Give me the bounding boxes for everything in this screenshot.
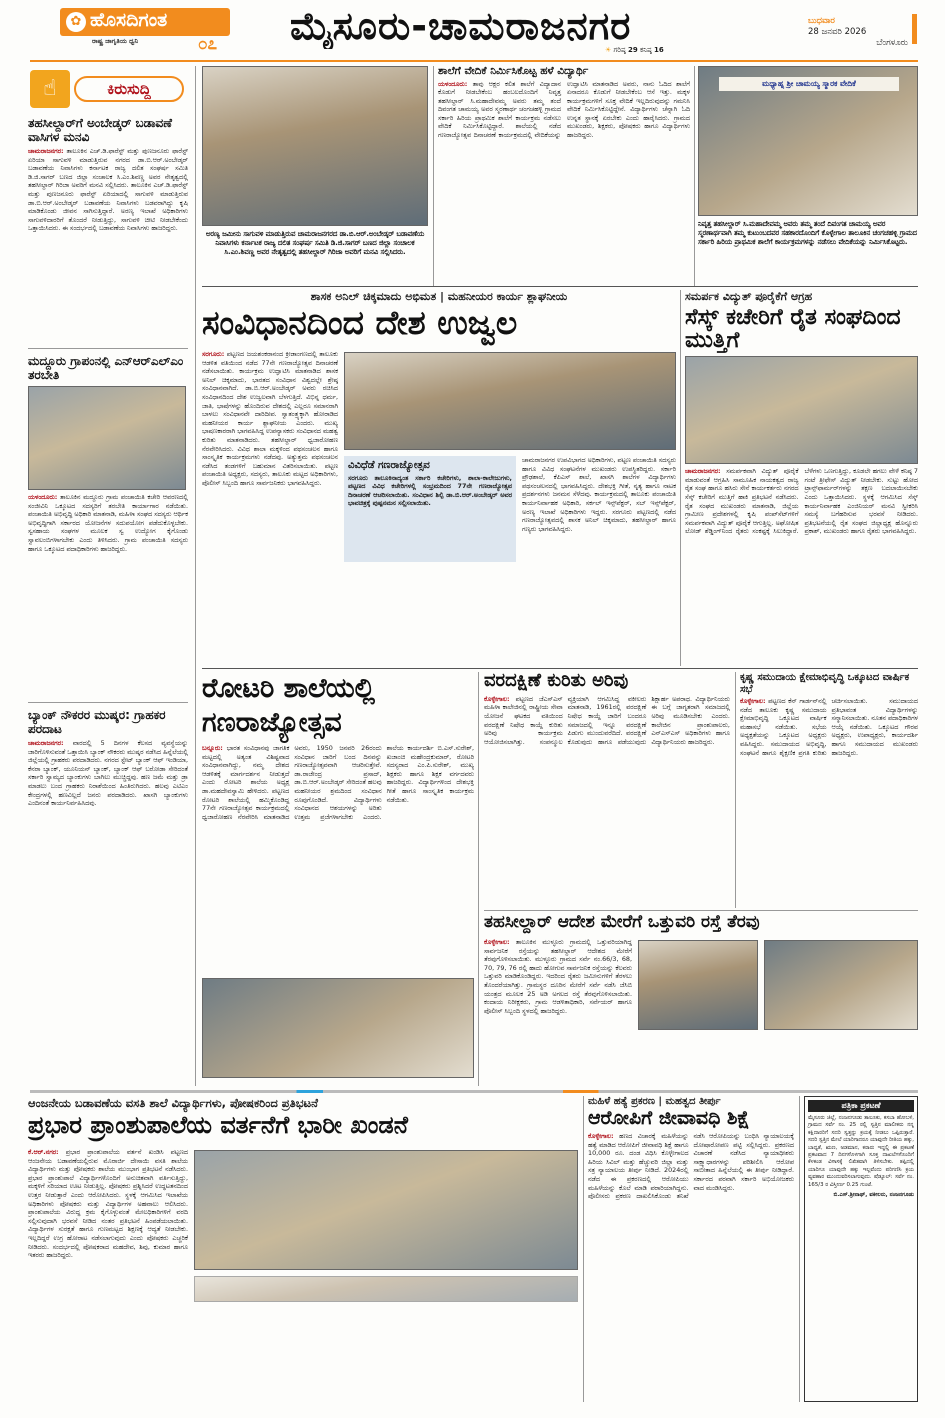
date-block [808, 16, 908, 56]
hostel-photo-2 [194, 1276, 578, 1302]
stage-sign: ಮಧ್ಯಾಹ್ನ ಶ್ರೀ ಚಾಮಯ್ಯ ಸ್ಮಾರಕ ವೇದಿಕೆ [719, 77, 899, 91]
hostel-story [28, 1096, 578, 1402]
column-rule [799, 1096, 800, 1402]
temp-max-label: ಗರಿಷ್ಠ [613, 46, 626, 54]
brief-place: ಚಾಮರಾಜನಗರ: [28, 147, 64, 155]
masthead [0, 0, 945, 62]
cesc-body: ಸಮರ್ಪಕವಾಗಿ ವಿದ್ಯುತ್ ಪೂರೈಕೆ ಮಾಡುವಂತೆ ಆಗ್ರಹಿಸಿ ಸಾಮೂಹಿಕ ನಾಯಕತ್ವದ ರಾಜ್ಯ ರೈತ ಸಂಘ ಹಾಗೂ ಹಸಿರು ಸೇನೆ ಕಾರ್ಯಕರ್ತರು ನಗರದ ಸೆಸ್ಕ್ ಕಚೇರಿಗೆ ಮುತ್ತಿಗೆ ಹಾಕಿ ಪ್ರತಿಭಟನೆ ನಡೆಸಿದರು. ರೈತ ಸಂಘದ ಮುಖಂಡರು ಮಾತನಾಡಿ, ಜಿಲ್ಲೆಯ ಗ್ರಾಮೀಣ ಪ್ರದೇಶಗಳಲ್ಲಿ ಕೃಷಿ ಪಂಪ್‌ಸೆಟ್‌ಗಳಿಗೆ ಸಮರ್ಪಕವಾಗಿ ವಿದ್ಯುತ್ ಪೂರೈಕೆ ಆಗುತ್ತಿಲ್ಲ. ಅಘೋಷಿತ ಲೋಡ್ ಶೆಡ್ಡಿಂಗ್‌ನಿಂದ ರೈತರು ಸಂಕಷ್ಟಕ್ಕೆ ಸಿಲುಕಿದ್ದಾರೆ. ಬೆಳೆಗಳು ಒಣಗುತ್ತಿದ್ದು, ಕೂಡಲೇ ಹಗಲು ವೇಳೆ ಕನಿಷ್ಠ 7 ಗಂಟೆ ತ್ರೀಫೇಸ್ ವಿದ್ಯುತ್ ನೀಡಬೇಕು. ಸುಟ್ಟು ಹೋದ ಟ್ರಾನ್ಸ್‌ಫಾರ್ಮರ್‌ಗಳನ್ನು ತಕ್ಷಣ ಬದಲಾಯಿಸಬೇಕು ಎಂದು ಒತ್ತಾಯಿಸಿದರು. ಸ್ಥಳಕ್ಕೆ ಆಗಮಿಸಿದ ಸೆಸ್ಕ್ ಕಾರ್ಯನಿರ್ವಾಹಕ ಎಂಜಿನಿಯರ್ ಮನವಿ ಸ್ವೀಕರಿಸಿ ಸಮಸ್ಯೆ ಬಗೆಹರಿಸುವ ಭರವಸೆ ನೀಡಿದರು. ಪ್ರತಿಭಟನೆಯಲ್ಲಿ ರೈತ ಸಂಘದ ಜಿಲ್ಲಾಧ್ಯಕ್ಷ ಹೊನ್ನೂರು ಪ್ರಕಾಶ್, ಮುಖಂಡರು ಹಾಗೂ ರೈತರು ಭಾಗವಹಿಸಿದ್ದರು. [685, 467, 918, 536]
kirusuddi-badge [30, 70, 185, 108]
section-rule [202, 668, 918, 669]
dowry-story [484, 672, 730, 908]
temp-min: 16 [654, 46, 664, 54]
cesc-kicker: ಸಮರ್ಪಕ ವಿದ್ಯುತ್ ಪೂರೈಕೆಗೆ ಆಗ್ರಹ [685, 290, 813, 303]
temp-min-label: ಕನಿಷ್ಠ [639, 46, 652, 54]
sidebar-title: ವಿವಿಧೆಡೆ ಗಣರಾಜ್ಯೋತ್ಸವ [348, 460, 430, 471]
cesc-story [685, 290, 918, 666]
hostel-kicker: ಆಂಜನೇಯ ಬಡಾವಣೆಯ ವಸತಿ ಶಾಲೆ ವಿದ್ಯಾರ್ಥಿಗಳು, ಪೋಷಕರಿಂದ ಪ್ರತಿಭಟನೆ [28, 1096, 318, 1110]
rotary-place: ಬನ್ನೂರು: [202, 744, 223, 752]
accent-bar [912, 14, 917, 44]
color-bar [30, 1090, 918, 1093]
divider [28, 702, 188, 703]
weather [605, 46, 695, 58]
lead-photo [344, 352, 676, 450]
krishna-headline: ಕೃಷ್ಣ ಸಮುದಾಯ ಕ್ಷೇಮಾಭಿವೃದ್ಧಿ ಒಕ್ಕೂಟದ ವಾರ್ಷಿಕ ಸಭೆ [740, 672, 910, 695]
top-left-photo [202, 66, 428, 226]
hand-icon: ☝ [30, 70, 70, 108]
city-label: ಬೆಂಗಳೂರು [876, 38, 908, 48]
dowry-place: ಕೊಳ್ಳೇಗಾಲ: [484, 694, 510, 703]
brief-headline: ತಹಸೀಲ್ದಾರ್‌ಗೆ ಅಂಬೇಡ್ಕರ್ ಬಡಾವಣೆ ವಾಸಿಗಳ ಮನವಿ [28, 116, 172, 144]
road-photo-2 [764, 940, 918, 1030]
day-label: ಬುಧವಾರ [808, 16, 835, 26]
lotus-icon: ✿ [66, 12, 86, 32]
krishna-body: ಪಟ್ಟಣದ ಕೆನ್ ಗಾರ್ಡನ್‌ನಲ್ಲಿ ನಡೆದ ತಾಲೂಕು ಕೃಷ್ಣ ಸಮುದಾಯ ಕ್ಷೇಮಾಭಿವೃದ್ಧಿ ಒಕ್ಕೂಟದ ವಾರ್ಷಿಕ ಮಹಾಸಭೆ ನಡೆಯಿತು. ಸಭೆಯ ಅಧ್ಯಕ್ಷತೆಯನ್ನು ಒಕ್ಕೂಟದ ಅಧ್ಯಕ್ಷರು ವಹಿಸಿದ್ದರು. ಸಮುದಾಯದ ಅಭಿವೃದ್ಧಿ, ಸಂಘಟನೆ ಹಾಗೂ ಶೈಕ್ಷಣಿಕ ಪ್ರಗತಿ ಕುರಿತು ಚರ್ಚಿಸಲಾಯಿತು. ಸಮುದಾಯದ ಪ್ರತಿಭಾವಂತ ವಿದ್ಯಾರ್ಥಿಗಳನ್ನು ಸನ್ಮಾನಿಸಲಾಯಿತು. ನೂತನ ಪದಾಧಿಕಾರಿಗಳ ಆಯ್ಕೆ ನಡೆಯಿತು. ಒಕ್ಕೂಟದ ಗೌರವ ಅಧ್ಯಕ್ಷರು, ಉಪಾಧ್ಯಕ್ಷರು, ಕಾರ್ಯದರ್ಶಿ ಹಾಗೂ ಸಮುದಾಯದ ಮುಖಂಡರು ಹಾಜರಿದ್ದರು. [740, 697, 918, 757]
top-mid-story [438, 66, 690, 284]
top-mid-place: ಯಳಂದೂರು: [438, 79, 468, 88]
top-right-story [698, 66, 918, 284]
column-rule [478, 672, 479, 1086]
column-rule [735, 672, 736, 908]
brief-headline: ಮದ್ದೂರು ಗ್ರಾಪಂನಲ್ಲಿ ಎನ್‌ಆರ್‌ಎಲ್‌ಎಂ ತರಬೇತಿ [28, 354, 184, 382]
notice-signature: ಬಿ.ಎಸ್.ಶ್ರೀನಾಥ್, ವಕೀಲರು, ನಂಜನಗೂಡು [833, 1192, 914, 1199]
sidebar-body: ಸರಗೂರು ತಾಲೂಕಿನಾದ್ಯಂತ ಸರ್ಕಾರಿ ಕಚೇರಿಗಳು, ಶಾಲಾ-ಕಾಲೇಜುಗಳು, ಪಟ್ಟಣದ ವಿವಿಧ ಕಚೇರಿಗಳಲ್ಲಿ ಸಂಭ್ರಮದಿಂದ 77ನೇ ಗಣರಾಜ್ಯೋತ್ಸವ ದಿನಾಚರಣೆ ಆಚರಿಸಲಾಯಿತು. ಸಂವಿಧಾನ ಶಿಲ್ಪಿ ಡಾ.ಬಿ.ಆರ್.ಅಂಬೇಡ್ಕರ್ ಅವರ ಭಾವಚಿತ್ರಕ್ಕೆ ಪುಷ್ಪನಮನ ಸಲ್ಲಿಸಲಾಯಿತು. [348, 473, 512, 508]
top-left-story [202, 66, 428, 284]
murder-headline: ಆರೋಪಿಗೆ ಜೀವಾವಧಿ ಶಿಕ್ಷೆ [588, 1107, 750, 1129]
lead-headline: ಸಂವಿಧಾನದಿಂದ ದೇಶ ಉಜ್ವಲ [202, 303, 518, 342]
krishna-story [740, 672, 918, 908]
hostel-photo [194, 1150, 578, 1270]
kirusuddi-column [28, 66, 188, 1086]
brief-body: ವಾರದಲ್ಲಿ 5 ದಿನಗಳ ಕೆಲಸದ ವ್ಯವಸ್ಥೆಯನ್ನು ಜಾರಿಗೊಳಿಸುವಂತೆ ಒತ್ತಾಯಿಸಿ ಬ್ಯಾಂಕ್ ನೌಕರರು ಮುಷ್ಕರ ನಡೆಸಿದ ಹಿನ್ನೆಲೆಯಲ್ಲಿ ಜಿಲ್ಲೆಯಲ್ಲಿ ಗ್ರಾಹಕರು ಪರದಾಡಿದರು. ನಗರದ ಸ್ಟೇಟ್ ಬ್ಯಾಂಕ್ ಆಫ್ ಇಂಡಿಯಾ, ಕೆನರಾ ಬ್ಯಾಂಕ್, ಯೂನಿಯನ್ ಬ್ಯಾಂಕ್, ಬ್ಯಾಂಕ್ ಆಫ್ ಬರೋಡಾ ಸೇರಿದಂತೆ ಸರ್ಕಾರಿ ಸ್ವಾಮ್ಯದ ಬ್ಯಾಂಕುಗಳು ಬಾಗಿಲು ಮುಚ್ಚಿದ್ದವು. ಹಣ ಜಮೆ ಮತ್ತು ಡ್ರಾ ಮಾಡಲು ಬಂದ ಗ್ರಾಹಕರು ನಿರಾಶೆಯಿಂದ ಹಿಂತಿರುಗಿದರು. ಹಲವು ಎಟಿಎಂ ಕೇಂದ್ರಗಳಲ್ಲಿ ಹಣವಿಲ್ಲದೆ ಜನರು ಪರದಾಡಿದರು. ಖಾಸಗಿ ಬ್ಯಾಂಕುಗಳು ಎಂದಿನಂತೆ ಕಾರ್ಯನಿರ್ವಹಿಸಿದವು. [28, 739, 188, 808]
rotary-headline: ರೋಟರಿ ಶಾಲೆಯಲ್ಲಿ ಗಣರಾಜ್ಯೋತ್ಸವ [202, 673, 376, 738]
registration-marks [820, 1408, 860, 1416]
road-headline: ತಹಸೀಲ್ದಾರ್ ಆದೇಶ ಮೇರೆಗೆ ಒತ್ತುವರಿ ರಸ್ತೆ ತೆರವು [484, 914, 760, 932]
road-story [484, 914, 918, 1086]
column-rule [433, 66, 434, 286]
hostel-body: ಪ್ರಭಾರ ಪ್ರಾಂಶುಪಾಲೆಯ ವರ್ತನೆ ಖಂಡಿಸಿ ಪಟ್ಟಣದ ಆಂಜನೇಯ ಬಡಾವಣೆಯಲ್ಲಿರುವ ಮೊರಾರ್ಜಿ ದೇಸಾಯಿ ವಸತಿ ಶಾಲೆಯ ವಿದ್ಯಾರ್ಥಿಗಳು ಮತ್ತು ಪೋಷಕರು ಶಾಲೆಯ ಮುಂಭಾಗ ಪ್ರತಿಭಟನೆ ನಡೆಸಿದರು. ಪ್ರಭಾರ ಪ್ರಾಂಶುಪಾಲೆ ವಿದ್ಯಾರ್ಥಿಗಳೊಂದಿಗೆ ಅನುಚಿತವಾಗಿ ವರ್ತಿಸುತ್ತಿದ್ದು, ಮಕ್ಕಳಿಗೆ ಸರಿಯಾದ ಊಟ ನೀಡುತ್ತಿಲ್ಲ. ಪೋಷಕರು ಪ್ರಶ್ನಿಸಿದರೆ ಉದ್ಧಟತನದಿಂದ ಉತ್ತರ ನೀಡುತ್ತಾರೆ ಎಂದು ಆರೋಪಿಸಿದರು. ಸ್ಥಳಕ್ಕೆ ಆಗಮಿಸಿದ ಇಲಾಖೆಯ ಅಧಿಕಾರಿಗಳು ಪೋಷಕರು ಮತ್ತು ವಿದ್ಯಾರ್ಥಿಗಳ ಅಹವಾಲು ಆಲಿಸಿದರು. ಪ್ರಾಂಶುಪಾಲೆಯ ವಿರುದ್ಧ ಕ್ರಮ ಕೈಗೊಳ್ಳುವಂತೆ ಮೇಲಧಿಕಾರಿಗಳಿಗೆ ವರದಿ ಸಲ್ಲಿಸುವುದಾಗಿ ಭರವಸೆ ನೀಡಿದ ನಂತರ ಪ್ರತಿಭಟನೆ ಹಿಂಪಡೆಯಲಾಯಿತು. ವಿದ್ಯಾರ್ಥಿಗಳ ಸುರಕ್ಷತೆ ಹಾಗೂ ಗುಣಮಟ್ಟದ ಶಿಕ್ಷಣಕ್ಕೆ ಆದ್ಯತೆ ನೀಡಬೇಕು. ಇಲ್ಲದಿದ್ದರೆ ಉಗ್ರ ಹೋರಾಟ ನಡೆಸಲಾಗುವುದು ಎಂದು ಪೋಷಕರು ಎಚ್ಚರಿಕೆ ನೀಡಿದರು. ಸಂದರ್ಭದಲ್ಲಿ ಪೋಷಕರಾದ ಮಹದೇವ, ಶಿವು, ಕುಮಾರ ಹಾಗೂ ಇತರರು ಹಾಜರಿದ್ದರು. [28, 1148, 188, 1260]
top-left-caption: ಅರಣ್ಯ ಜಮೀನು ಸಾಗುವಳಿ ಮಾಡುತ್ತಿರುವ ಚಾಮರಾಜನಗರದ ಡಾ.ಬಿ.ಆರ್.ಅಂಬೇಡ್ಕರ್ ಬಡಾವಣೆಯ ನಿವಾಸಿಗಳು ಕರ್ನಾಟಕ ರಾಜ್ಯ ದಲಿತ ಸಂಘರ್ಷ ಸಮಿತಿ ಡಿ.ಜಿ.ಸಾಗರ್ ಬಣದ ಜಿಲ್ಲಾ ಸಂಚಾಲಕ ಸಿ.ಎಂ.ಶಿವಣ್ಣ ಅವರ ನೇತೃತ್ವದಲ್ಲಿ ತಹಸೀಲ್ದಾರ್ ಗಿರಿಜಾ ಅವರಿಗೆ ಮನವಿ ಸಲ್ಲಿಸಿದರು. [205, 230, 425, 256]
brand-name: ಹೊಸದಿಗಂತ [90, 9, 168, 31]
notice-body: ಮೈಸೂರು ಜಿಲ್ಲೆ, ನಂಜನಗೂಡು ತಾಲೂಕು, ಕಸಬಾ ಹೋಬಳಿ, ಗ್ರಾಮದ ಸರ್ವೆ ನಂ. 25 ರಲ್ಲಿ ಸ್ವತ್ತಿನ ಮಾಲೀಕರು ನನ್ನ ಕಕ್ಷಿದಾರರಿಗೆ ಸದರಿ ಸ್ವತ್ತನ್ನು ಕ್ರಯಕ್ಕೆ ನೀಡಲು ಒಪ್ಪಿರುತ್ತಾರೆ. ಸದರಿ ಸ್ವತ್ತಿನ ಮೇಲೆ ಯಾರಿಗಾದರೂ ಯಾವುದೇ ರೀತಿಯ ಹಕ್ಕು, ಬಾಧ್ಯತೆ, ಋಣ, ಅಡಮಾನ, ಕರಾರು ಇದ್ದಲ್ಲಿ ಈ ಪ್ರಕಟಣೆ ಪ್ರಕಟವಾದ 7 ದಿನಗಳೊಳಗಾಗಿ ಸೂಕ್ತ ದಾಖಲೆಗಳೊಂದಿಗೆ ಕೆಳಕಂಡ ವಿಳಾಸಕ್ಕೆ ಲಿಖಿತವಾಗಿ ತಿಳಿಸಬೇಕು. ತಪ್ಪಿದಲ್ಲಿ ಯಾರಿಗೂ ಯಾವುದೇ ಹಕ್ಕು ಇಲ್ಲವೆಂದು ಪರಿಗಣಿಸಿ ಕ್ರಯ ವ್ಯವಹಾರ ಮುಂದುವರಿಸಲಾಗುವುದು. ಷೆಡ್ಯೂಲ್: ಸರ್ವೆ ನಂ. 165/3 ರ ವಿಸ್ತೀರ್ಣ 0.25 ಗುಂಟೆ. [808, 1115, 914, 1188]
lead-body-right: ಚಾಮರಾಜನಗರ ಉಪವಿಭಾಗದ ಅಧಿಕಾರಿಗಳು, ಪಟ್ಟಣ ಪಂಚಾಯಿತಿ ಸದಸ್ಯರು ಹಾಗೂ ವಿವಿಧ ಸಂಘಟನೆಗಳ ಮುಖಂಡರು ಉಪಸ್ಥಿತರಿದ್ದರು. ಸರ್ಕಾರಿ ಪ್ರೌಢಶಾಲೆ, ಕೆಪಿಎಸ್ ಶಾಲೆ, ಖಾಸಗಿ ಶಾಲೆಗಳ ವಿದ್ಯಾರ್ಥಿಗಳು ಪಥಸಂಚಲನದಲ್ಲಿ ಭಾಗವಹಿಸಿದ್ದರು. ದೇಶಭಕ್ತಿ ಗೀತೆ, ನೃತ್ಯ ಹಾಗೂ ನಾಟಕ ಪ್ರದರ್ಶನಗಳು ಜನಮನ ಸೆಳೆದವು. ಕಾರ್ಯಕ್ರಮದಲ್ಲಿ ತಾಲೂಕು ಪಂಚಾಯಿತಿ ಕಾರ್ಯನಿರ್ವಾಹಕ ಅಧಿಕಾರಿ, ಸರ್ಕಲ್ ಇನ್ಸ್‌ಪೆಕ್ಟರ್, ಸಬ್ ಇನ್ಸ್‌ಪೆಕ್ಟರ್, ಅರಣ್ಯ ಇಲಾಖೆ ಅಧಿಕಾರಿಗಳು ಇದ್ದರು. ಸರಗೂರು ಪಟ್ಟಣದಲ್ಲಿ ನಡೆದ ಗಣರಾಜ್ಯೋತ್ಸವದಲ್ಲಿ ಶಾಸಕ ಅನಿಲ್ ಚಿಕ್ಕಮಾದು, ತಹಸೀಲ್ದಾರ್ ಹಾಗೂ ಗಣ್ಯರು ಭಾಗವಹಿಸಿದ್ದರು. [522, 456, 676, 533]
weather-icon: ☀ [605, 46, 612, 54]
brand-tagline: ರಾಷ್ಟ್ರ ಜಾಗೃತಿಯ ಧ್ವನಿ [92, 37, 139, 45]
hostel-headline: ಪ್ರಭಾರ ಪ್ರಾಂಶುಪಾಲೆಯ ವರ್ತನೆಗೆ ಭಾರೀ ಖಂಡನೆ [28, 1111, 409, 1139]
temp-max: 29 [628, 46, 638, 54]
divider [28, 348, 188, 349]
registration-marks [90, 1408, 130, 1416]
notice-title: ಪತ್ರಿಕಾ ಪ್ರಕಟಣೆ [808, 1100, 914, 1112]
column-rule [195, 66, 196, 1086]
brief-2 [28, 354, 188, 684]
brief-photo [28, 386, 186, 490]
section-rule [484, 910, 918, 911]
top-right-caption: ನಿವೃತ್ತ ತಹಸೀಲ್ದಾರ್ ಸಿ.ಮಹಾದೇವಮ್ಮ ಅವರು ತಮ್ಮ ತಂದೆ ದಿವಂಗತ ಚಾಮಯ್ಯ ಅವರ ಸ್ಮರಣಾರ್ಥವಾಗಿ ತಮ್ಮ ಕುಟುಂಬದವರ ಸಹಕಾರದೊಂದಿಗೆ ಕೊಳ್ಳೇಗಾಲ ತಾಲೂಕಿನ ಚಂಗಚಹಳ್ಳಿ ಗ್ರಾಮದ ಸರ್ಕಾರಿ ಹಿರಿಯ ಪ್ರಾಥಮಿಕ ಶಾಲೆಗೆ ಕಾರ್ಯಕ್ರಮಗಳನ್ನು ನಡೆಸಲು ವೇದಿಕೆಯನ್ನು ನಿರ್ಮಿಸಿಕೊಟ್ಟರು. [698, 220, 917, 246]
top-right-photo [698, 66, 918, 216]
murder-kicker: ಮಹಿಳೆ ಹತ್ಯೆ ಪ್ರಕರಣ | ಮಹತ್ವದ ತೀರ್ಪು [588, 1096, 721, 1107]
date-label: 28 ಜನವರಿ 2026 [808, 27, 867, 37]
brief-place: ಯಳಂದೂರು: [28, 493, 58, 501]
masthead-rule [30, 60, 918, 62]
murder-story [588, 1096, 794, 1402]
registration-marks [590, 1408, 630, 1416]
page-title: ಮೈಸೂರು-ಚಾಮರಾಜನಗರ [290, 4, 632, 48]
kirusuddi-label: ಕಿರುಸುದ್ದಿ [74, 76, 184, 102]
lead-body: ಪಟ್ಟಣದ ಜಯಶಂಕರಾನಂದ ಕ್ರೀಡಾಂಗಣದಲ್ಲಿ ತಾಲೂಕು ಆಡಳಿತ ವತಿಯಿಂದ ನಡೆದ 77ನೇ ಗಣರಾಜ್ಯೋತ್ಸವ ದಿನಾಚರಣೆ ನಡೆಸಲಾಯಿತು. ಕಾರ್ಯಕ್ರಮ ಉದ್ಘಾಟಿಸಿ ಮಾತನಾಡಿದ ಶಾಸಕ ಅನಿಲ್ ಚಿಕ್ಕಮಾದು, ಭಾರತದ ಸಂವಿಧಾನ ವಿಶ್ವದಲ್ಲೇ ಶ್ರೇಷ್ಠ ಸಂವಿಧಾನವಾಗಿದೆ. ಡಾ.ಬಿ.ಆರ್.ಅಂಬೇಡ್ಕರ್ ಅವರು ರಚಿಸಿದ ಸಂವಿಧಾನದಿಂದ ದೇಶ ಉಜ್ವಲವಾಗಿ ಬೆಳಗುತ್ತಿದೆ. ವಿಭಿನ್ನ ಧರ್ಮ, ಜಾತಿ, ಭಾಷೆಗಳನ್ನು ಹೊಂದಿರುವ ದೇಶದಲ್ಲಿ ಎಲ್ಲರೂ ಸಮಾನರಾಗಿ ಬಾಳಲು ಸಂವಿಧಾನವೇ ದಾರಿದೀಪ. ಸ್ವಾತಂತ್ರ್ಯಕ್ಕಾಗಿ ಹೋರಾಡಿದ ಮಹನೀಯರ ಕಾರ್ಯ ಶ್ಲಾಘನೀಯ ಎಂದರು. ಮುಖ್ಯ ಭಾಷಣಕಾರರಾಗಿ ಭಾಗವಹಿಸಿದ್ದ ಉಪನ್ಯಾಸಕರು ಸಂವಿಧಾನದ ಮಹತ್ವ ಕುರಿತು ಮಾತನಾಡಿದರು. ತಹಸೀಲ್ದಾರ್ ಧ್ವಜಾರೋಹಣ ನೆರವೇರಿಸಿದರು. ವಿವಿಧ ಶಾಲಾ ಮಕ್ಕಳಿಂದ ಪಥಸಂಚಲನ ಹಾಗೂ ಸಾಂಸ್ಕೃತಿಕ ಕಾರ್ಯಕ್ರಮಗಳು ನಡೆದವು. ಅತ್ಯುತ್ತಮ ಪಥಸಂಚಲನ ನಡೆಸಿದ ತಂಡಗಳಿಗೆ ಬಹುಮಾನ ವಿತರಿಸಲಾಯಿತು. ಪಟ್ಟಣ ಪಂಚಾಯಿತಿ ಅಧ್ಯಕ್ಷರು, ಸದಸ್ಯರು, ತಾಲೂಕು ಮಟ್ಟದ ಅಧಿಕಾರಿಗಳು, ಪೊಲೀಸ್ ಸಿಬ್ಬಂದಿ ಹಾಗೂ ಸಾರ್ವಜನಿಕರು ಭಾಗವಹಿಸಿದ್ದರು. [202, 350, 338, 487]
brief-place: ಚಾಮರಾಜನಗರ: [28, 739, 64, 747]
column-rule [680, 290, 681, 666]
road-body: ತಾಲೂಕಿನ ಮುಳ್ಳೂರು ಗ್ರಾಮದಲ್ಲಿ ಒತ್ತುವರಿಯಾಗಿದ್ದ ಸಾರ್ವಜನಿಕ ರಸ್ತೆಯನ್ನು ತಹಸೀಲ್ದಾರ್ ಆದೇಶದ ಮೇರೆಗೆ ತೆರವುಗೊಳಿಸಲಾಯಿತು. ಮುಳ್ಳೂರು ಗ್ರಾಮದ ಸರ್ವೆ ನಂ.66/3, 68, 70, 79, 76 ರಲ್ಲಿ ಹಾದು ಹೋಗುವ ಸಾರ್ವಜನಿಕ ರಸ್ತೆಯನ್ನು ಕೆಲವರು ಒತ್ತುವರಿ ಮಾಡಿಕೊಂಡಿದ್ದರು. ಇದರಿಂದ ರೈತರು ಜಮೀನುಗಳಿಗೆ ತೆರಳಲು ತೊಂದರೆಯಾಗಿತ್ತು. ಗ್ರಾಮಸ್ಥರ ದೂರಿನ ಮೇರೆಗೆ ಸರ್ವೆ ನಡೆಸಿ ಜೆಸಿಬಿ ಯಂತ್ರದ ಮೂಲಕ 25 ಅಡಿ ಅಗಲದ ರಸ್ತೆ ತೆರವುಗೊಳಿಸಲಾಯಿತು. ಕಂದಾಯ ನಿರೀಕ್ಷಕರು, ಗ್ರಾಮ ಆಡಳಿತಾಧಿಕಾರಿ, ಸರ್ವೆಯರ್ ಹಾಗೂ ಪೊಲೀಸ್ ಸಿಬ್ಬಂದಿ ಸ್ಥಳದಲ್ಲಿ ಹಾಜರಿದ್ದರು. [484, 938, 632, 1015]
lead-sidebar [344, 456, 516, 562]
rotary-photo [202, 978, 474, 1078]
hostel-place: ಕೆ.ಆರ್.ನಗರ: [28, 1148, 59, 1156]
cesc-photo [685, 356, 918, 464]
cesc-place: ಚಾಮರಾಜನಗರ: [685, 467, 721, 476]
rotary-story [202, 672, 474, 1086]
top-mid-headline: ಶಾಲೆಗೆ ವೇದಿಕೆ ನಿರ್ಮಿಸಿಕೊಟ್ಟ ಹಳೆ ವಿದ್ಯಾರ್ಥಿ [438, 66, 589, 77]
brief-body: ತಾಲೂಕಿನ ಮದ್ದೂರು ಗ್ರಾಮ ಪಂಚಾಯಿತಿ ಕಚೇರಿ ಆವರಣದಲ್ಲಿ ಸಂಜೀವಿನಿ ಒಕ್ಕೂಟದ ಸದಸ್ಯರಿಗೆ ತರಬೇತಿ ಕಾರ್ಯಾಗಾರ ನಡೆಯಿತು. ಪಂಚಾಯಿತಿ ಅಭಿವೃದ್ಧಿ ಅಧಿಕಾರಿ ಮಾತನಾಡಿ, ಮಹಿಳಾ ಸಂಘದ ಸದಸ್ಯರು ಆರ್ಥಿಕ ಅಭಿವೃದ್ಧಿಗಾಗಿ ಸರ್ಕಾರದ ಯೋಜನೆಗಳ ಸದುಪಯೋಗ ಪಡೆದುಕೊಳ್ಳಬೇಕು. ಸ್ವಸಹಾಯ ಸಂಘಗಳ ಮೂಲಕ ಸ್ವ ಉದ್ಯೋಗ ಕೈಗೊಂಡು ಸ್ವಾವಲಂಬಿಗಳಾಗಬೇಕು ಎಂದು ತಿಳಿಸಿದರು. ಗ್ರಾಮ ಪಂಚಾಯಿತಿ ಸದಸ್ಯರು ಹಾಗೂ ಒಕ್ಕೂಟದ ಪದಾಧಿಕಾರಿಗಳು ಹಾಜರಿದ್ದರು. [28, 493, 188, 553]
public-notice [804, 1096, 918, 1402]
brand-logo [60, 8, 230, 36]
brief-body: ತಾಲೂಕಿನ ಎಚ್.ಡಿ.ಫಾರೆಸ್ಟ್ ಮತ್ತು ಪುಣಜನೂರು ಫಾರೆಸ್ಟ್ ಏರಿಯಾ ಸಾಗುವಳಿ ಮಾಡುತ್ತಿರುವ ನಗರದ ಡಾ.ಬಿ.ಆರ್.ಅಂಬೇಡ್ಕರ್ ಬಡಾವಣೆಯ ನಿವಾಸಿಗಳು ಕರ್ನಾಟಕ ರಾಜ್ಯ ದಲಿತ ಸಂಘರ್ಷ ಸಮಿತಿ ಡಿ.ಜಿ.ಸಾಗರ್ ಬಣದ ಜಿಲ್ಲಾ ಸಂಚಾಲಕ ಸಿ.ಎಂ.ಶಿವಣ್ಣ ಅವರ ನೇತೃತ್ವದಲ್ಲಿ ತಹಸೀಲ್ದಾರ್ ಗಿರಿಜಾ ಅವರಿಗೆ ಮನವಿ ಸಲ್ಲಿಸಿದರು. ತಾಲೂಕಿನ ಎಚ್.ಡಿ.ಫಾರೆಸ್ಟ್ ಮತ್ತು ಪುಣಜನೂರು ಫಾರೆಸ್ಟ್ ಏರಿಯಾದಲ್ಲಿ ಸಾಗುವಳಿ ಮಾಡುತ್ತಿರುವ ಡಾ.ಬಿ.ಆರ್.ಅಂಬೇಡ್ಕರ್ ಬಡಾವಣೆಯ ನಿವಾಸಿಗಳು ಬಡವರಾಗಿದ್ದು ಕೃಷಿ ಮಾಡಿಕೊಂಡು ಜೀವನ ಸಾಗಿಸುತ್ತಿದ್ದಾರೆ. ಅರಣ್ಯ ಇಲಾಖೆ ಅಧಿಕಾರಿಗಳು ಸಾಗುವಳಿದಾರರಿಗೆ ತೊಂದರೆ ನೀಡುತ್ತಿದ್ದು, ಸಾಗುವಳಿ ಚೀಟಿ ನೀಡಬೇಕೆಂದು ಒತ್ತಾಯಿಸಿದರು. ಈ ಸಂದರ್ಭದಲ್ಲಿ ಬಡಾವಣೆಯ ನಿವಾಸಿಗಳು ಹಾಜರಿದ್ದರು. [28, 147, 188, 233]
lead-kicker: ಶಾಸಕ ಅನಿಲ್ ಚಿಕ್ಕಮಾದು ಅಭಿಮತ | ಮಹನೀಯರ ಕಾರ್ಯ ಶ್ಲಾಘನೀಯ [310, 290, 568, 303]
dowry-body: ಪಟ್ಟಣದ ಜೆಎಸ್‌ಎಸ್ ಮಹಿಳಾ ಕಾಲೇಜಿನಲ್ಲಿ ರಾಷ್ಟ್ರೀಯ ಸೇವಾ ಯೋಜನೆ ಘಟಕದ ವತಿಯಿಂದ ವರದಕ್ಷಿಣೆ ನಿಷೇಧ ಕಾಯ್ದೆ ಕುರಿತು ಅರಿವು ಕಾರ್ಯಕ್ರಮ ಆಯೋಜಿಸಲಾಗಿತ್ತು. ಸಂಪನ್ಮೂಲ ವ್ಯಕ್ತಿಯಾಗಿ ಆಗಮಿಸಿದ್ದ ವಕೀಲರು ಮಾತನಾಡಿ, 1961ರಲ್ಲಿ ವರದಕ್ಷಿಣೆ ನಿಷೇಧ ಕಾಯ್ದೆ ಜಾರಿಗೆ ಬಂದರೂ ಸಮಾಜದಲ್ಲಿ ಇನ್ನೂ ವರದಕ್ಷಿಣೆ ಪಿಡುಗು ಮುಂದುವರೆದಿದೆ. ವರದಕ್ಷಿಣೆ ಕೊಡುವುದು ಹಾಗೂ ಪಡೆಯುವುದು ಶಿಕ್ಷಾರ್ಹ ಅಪರಾಧ. ವಿದ್ಯಾರ್ಥಿನಿಯರು ಈ ಬಗ್ಗೆ ಜಾಗೃತರಾಗಿ ಸಮಾಜದಲ್ಲಿ ಅರಿವು ಮೂಡಿಸಬೇಕು ಎಂದರು. ಕಾಲೇಜಿನ ಪ್ರಾಂಶುಪಾಲರು, ಎನ್‌ಎಸ್‌ಎಸ್ ಅಧಿಕಾರಿಗಳು ಹಾಗೂ ವಿದ್ಯಾರ್ಥಿನಿಯರು ಹಾಜರಿದ್ದರು. [484, 694, 730, 746]
dowry-headline: ವರದಕ್ಷಿಣೆ ಕುರಿತು ಅರಿವು [484, 672, 629, 691]
top-mid-body: ತಾವು ಆಕ್ಷರ ಕಲಿತ ಶಾಲೆಗೆ ವಿದ್ಯಾದಾನ ಕೊಡುಗೆ ನೀಡಬೇಕೆಂಬ ಹಂಬಲದೊಂದಿಗೆ ನಿವೃತ್ತ ತಹಸೀಲ್ದಾರ್ ಸಿ.ಮಹಾದೇವಮ್ಮ ಅವರು ತಮ್ಮ ತಂದೆ ದಿವಂಗತ ಚಾಮಯ್ಯ ಅವರ ಸ್ಮರಣಾರ್ಥ ಚಂಗಚಹಳ್ಳಿ ಗ್ರಾಮದ ಸರ್ಕಾರಿ ಹಿರಿಯ ಪ್ರಾಥಮಿಕ ಶಾಲೆಗೆ ಕಾರ್ಯಕ್ರಮ ನಡೆಸಲು ವೇದಿಕೆ ನಿರ್ಮಿಸಿಕೊಟ್ಟಿದ್ದಾರೆ. ಶಾಲೆಯಲ್ಲಿ ನಡೆದ ಗಣರಾಜ್ಯೋತ್ಸವ ದಿನಾಚರಣೆ ಕಾರ್ಯಕ್ರಮದಲ್ಲಿ ವೇದಿಕೆಯನ್ನು ಉದ್ಘಾಟಿಸಿ ಮಾತನಾಡಿದ ಅವರು, ನಾನು ಓದಿದ ಶಾಲೆಗೆ ಏನಾದರೂ ಕೊಡುಗೆ ನೀಡಬೇಕೆಂಬ ಆಸೆ ಇತ್ತು. ಮಕ್ಕಳ ಕಾರ್ಯಕ್ರಮಗಳಿಗೆ ಸೂಕ್ತ ವೇದಿಕೆ ಇಲ್ಲದಿರುವುದನ್ನು ಗಮನಿಸಿ ವೇದಿಕೆ ನಿರ್ಮಿಸಿಕೊಟ್ಟಿದ್ದೇನೆ. ವಿದ್ಯಾರ್ಥಿಗಳು ಚೆನ್ನಾಗಿ ಓದಿ ಉನ್ನತ ಸ್ಥಾನಕ್ಕೆ ಏರಬೇಕು ಎಂದು ಹಾರೈಸಿದರು. ಗ್ರಾಮದ ಮುಖಂಡರು, ಶಿಕ್ಷಕರು, ಪೋಷಕರು ಹಾಗೂ ವಿದ್ಯಾರ್ಥಿಗಳು ಹಾಜರಿದ್ದರು. [438, 79, 690, 140]
krishna-place: ಕೊಳ್ಳೇಗಾಲ: [740, 697, 766, 705]
lead-place: ಸರಗೂರು: [202, 350, 225, 358]
road-photo [638, 940, 758, 1030]
section-rule [202, 286, 918, 287]
registration-marks [330, 1408, 370, 1416]
cesc-headline: ಸೆಸ್ಕ್ ಕಚೇರಿಗೆ ರೈತ ಸಂಘದಿಂದ ಮುತ್ತಿಗೆ [685, 305, 901, 354]
murder-place: ಕೊಳ್ಳೇಗಾಲ: [588, 1131, 614, 1140]
brief-3 [28, 708, 188, 1084]
page-number: ೦೭ [198, 34, 218, 54]
rotary-body: ಭಾರತ ಸಂವಿಧಾನವು ಜಾಗತಿಕ ಮಟ್ಟದಲ್ಲಿ ಅತ್ಯಂತ ವಿಶಿಷ್ಟವಾದ ಸಂವಿಧಾನವಾಗಿದ್ದು, ನಮ್ಮ ದೇಶದ ಆಡಳಿತಕ್ಕೆ ಮಾರ್ಗದರ್ಶನ ನೀಡುತ್ತದೆ ಎಂದು ರೋಟರಿ ಶಾಲೆಯ ಅಧ್ಯಕ್ಷ ಡಾ.ಮಹದೇವಸ್ವಾಮಿ ಹೇಳಿದರು. ಪಟ್ಟಣದ ರೋಟರಿ ಶಾಲೆಯಲ್ಲಿ ಹಮ್ಮಿಕೊಂಡಿದ್ದ 77ನೇ ಗಣರಾಜ್ಯೋತ್ಸವ ಕಾರ್ಯಕ್ರಮದಲ್ಲಿ ಧ್ವಜಾರೋಹಣ ನೆರವೇರಿಸಿ ಮಾತನಾಡಿದ ಅವರು, 1950 ಜನವರಿ 26ರಂದು ಸಂವಿಧಾನ ಜಾರಿಗೆ ಬಂದ ದಿನವನ್ನು ಗಣರಾಜ್ಯೋತ್ಸವವಾಗಿ ಆಚರಿಸುತ್ತೇವೆ. ಡಾ.ರಾಜೇಂದ್ರ ಪ್ರಸಾದ್, ಡಾ.ಬಿ.ಆರ್.ಅಂಬೇಡ್ಕರ್ ಸೇರಿದಂತೆ ಹಲವು ಮಹನೀಯರ ಶ್ರಮದಿಂದ ಸಂವಿಧಾನ ರೂಪುಗೊಂಡಿದೆ. ವಿದ್ಯಾರ್ಥಿಗಳು ಸಂವಿಧಾನದ ಆಶಯಗಳನ್ನು ಅರಿತು ಉತ್ತಮ ಪ್ರಜೆಗಳಾಗಬೇಕು ಎಂದರು. ಶಾಲೆಯ ಕಾರ್ಯದರ್ಶಿ ಬಿ.ಎಸ್.ಸುರೇಶ್, ಖಜಾಂಚಿ ಮಹೇಂದ್ರಕುಮಾರ್, ರೋಟರಿ ಸದಸ್ಯರಾದ ಎಂ.ಪಿ.ಸುರೇಶ್, ಮುಖ್ಯ ಶಿಕ್ಷಕರು ಹಾಗೂ ಶಿಕ್ಷಕ ವರ್ಗದವರು ಹಾಜರಿದ್ದರು. ವಿದ್ಯಾರ್ಥಿಗಳಿಂದ ದೇಶಭಕ್ತಿ ಗೀತೆ ಹಾಗೂ ಸಾಂಸ್ಕೃತಿಕ ಕಾರ್ಯಕ್ರಮ ನಡೆಯಿತು. [202, 744, 474, 821]
lead-story [202, 290, 676, 666]
murder-body: ಹಣದ ವಿಚಾರಕ್ಕೆ ಮಹಿಳೆಯನ್ನು ಹತ್ಯೆ ಮಾಡಿದ ಆರೋಪಿಗೆ ಜೀವಾವಧಿ ಶಿಕ್ಷೆ ಹಾಗೂ 10,000 ರೂ. ದಂಡ ವಿಧಿಸಿ ಕೊಳ್ಳೇಗಾಲದ ಹಿರಿಯ ಸಿವಿಲ್ ಮತ್ತು ಹೆಚ್ಚುವರಿ ಜಿಲ್ಲಾ ಮತ್ತು ಸತ್ರ ನ್ಯಾಯಾಲಯ ತೀರ್ಪು ನೀಡಿದೆ. 2024ರಲ್ಲಿ ನಡೆದ ಈ ಪ್ರಕರಣದಲ್ಲಿ ಆರೋಪಿಯು ಮಹಿಳೆಯನ್ನು ಕೊಲೆ ಮಾಡಿ ಪರಾರಿಯಾಗಿದ್ದನು. ಪೊಲೀಸರು ಪ್ರಕರಣ ದಾಖಲಿಸಿಕೊಂಡು ತನಿಖೆ ನಡೆಸಿ ಆರೋಪಿಯನ್ನು ಬಂಧಿಸಿ ನ್ಯಾಯಾಲಯಕ್ಕೆ ದೋಷಾರೋಪಣ ಪಟ್ಟಿ ಸಲ್ಲಿಸಿದ್ದರು. ಪ್ರಕರಣದ ವಿಚಾರಣೆ ನಡೆಸಿದ ನ್ಯಾಯಾಧೀಶರು ಸಾಕ್ಷ್ಯಾಧಾರಗಳನ್ನು ಪರಿಶೀಲಿಸಿ ಆರೋಪ ಸಾಬೀತಾದ ಹಿನ್ನೆಲೆಯಲ್ಲಿ ಈ ತೀರ್ಪು ನೀಡಿದ್ದಾರೆ. ಸರ್ಕಾರದ ಪರವಾಗಿ ಸರ್ಕಾರಿ ಅಭಿಯೋಜಕರು ವಾದ ಮಂಡಿಸಿದ್ದರು. [588, 1131, 794, 1201]
column-rule [694, 66, 695, 286]
road-place: ಕೊಳ್ಳೇಗಾಲ: [484, 938, 510, 946]
column-rule [583, 1096, 584, 1402]
brief-headline: ಬ್ಯಾಂಕ್ ನೌಕರರ ಮುಷ್ಕರ: ಗ್ರಾಹಕರ ಪರದಾಟ [28, 708, 166, 736]
